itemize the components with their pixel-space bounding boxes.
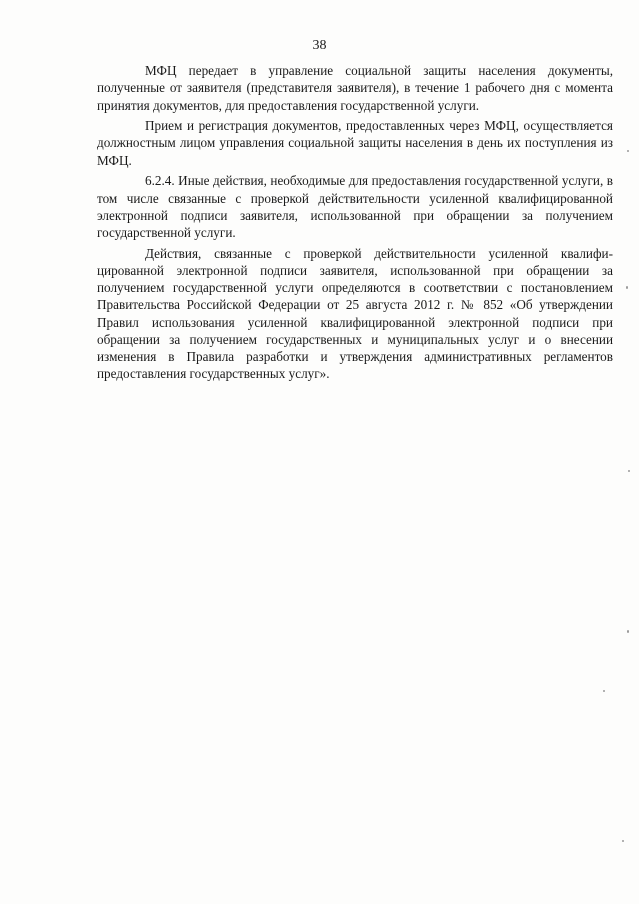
paragraph-reception-registration: Прием и регистрация документов, предоставленных через МФЦ, осуществляется должностным лицом управления социальной защиты населения в день их поступления из МФЦ. [97, 118, 613, 168]
document-body [97, 62, 613, 383]
paragraph-mfc-transfer: МФЦ передает в управление социальной защиты населения документы, полученные от заявителя (представителя заявителя), в течение 1 рабочего дня с момента принятия документов, для предоставления государственной услуги. [97, 63, 613, 113]
paragraph-signature-verification: Действия, связанные с проверкой действительности усиленной квалифицированной электронной подписи заявителя, использованной при обращении за получением государственной услуги определяются в соответствии с постановлением Правительства Российской Федерации от 25 августа 2012 г. № 852 «Об утверждении Правил использования усиленной квалифицированной электронной подписи при обращении за получением государственных и муниципальных услуг и о внесении изменения в Правила разработки и утверждения административных регламентов предоставления государственных услуг». [97, 245, 613, 382]
scan-speck [627, 150, 629, 152]
scan-speck [627, 630, 629, 633]
scan-speck [603, 690, 605, 692]
scan-speck [626, 286, 628, 289]
scan-speck [628, 470, 630, 472]
scan-speck [622, 840, 624, 842]
page-number: 38 [312, 38, 327, 53]
paragraph-6-2-4-other-actions: 6.2.4. Иные действия, необходимые для предоставления государственной услуги, в том числе связанные с проверкой действительности усиленной квалифицированной электронной подписи заявителя, использованной при обращении за получением государственной услуги. [97, 173, 613, 241]
